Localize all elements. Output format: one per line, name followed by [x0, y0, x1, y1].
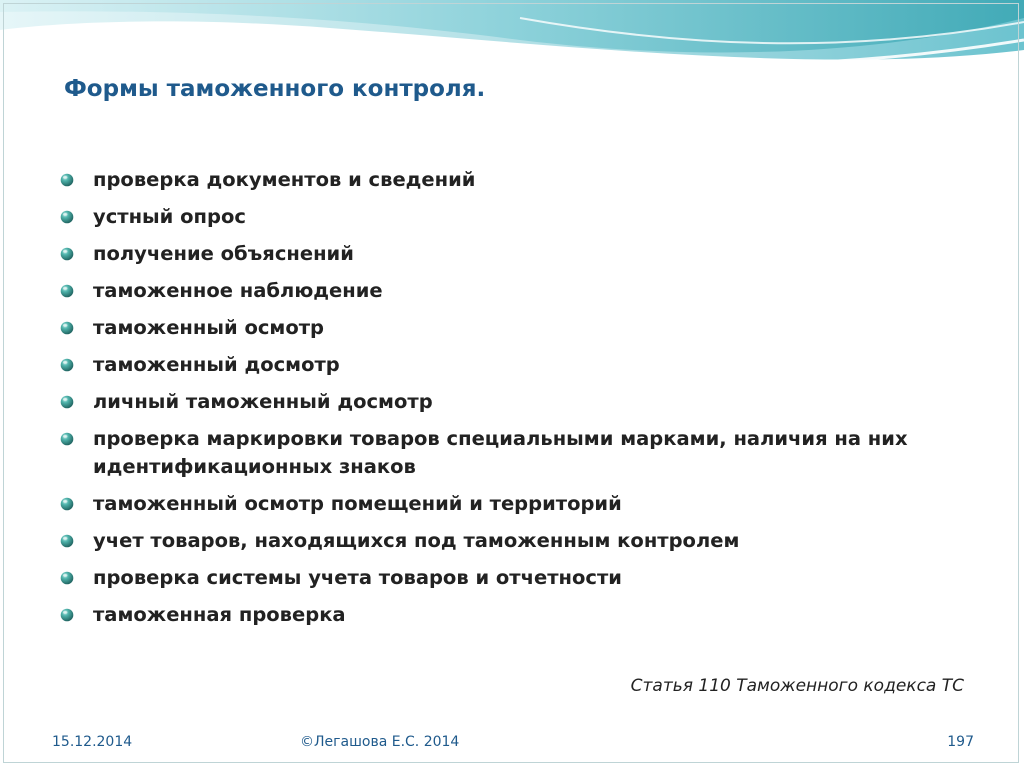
list-item: [60, 203, 960, 231]
list-item-text: таможенный осмотр: [93, 316, 325, 339]
list-item: [60, 314, 960, 342]
sphere-bullet-icon: [60, 210, 74, 224]
list-item-text: личный таможенный досмотр: [93, 390, 433, 413]
list-item: [60, 601, 960, 629]
sphere-bullet-icon: [60, 608, 74, 622]
list-item-text: таможенный осмотр помещений и территорий: [93, 492, 622, 515]
list-item-text: проверка системы учета товаров и отчетности: [93, 566, 622, 589]
list-item-text: получение объяснений: [93, 242, 354, 265]
list-item: [60, 564, 960, 592]
list-item: [60, 490, 960, 518]
list-item: [60, 166, 960, 194]
slide-title: Формы таможенного контроля.: [64, 76, 486, 102]
list-item: [60, 527, 960, 555]
sphere-bullet-icon: [60, 284, 74, 298]
footer-page-number: 197: [947, 734, 974, 750]
list-item-text: таможенный досмотр: [93, 353, 340, 376]
sphere-bullet-icon: [60, 534, 74, 548]
list-item: [60, 425, 960, 481]
footer-author: ©Легашова Е.С. 2014: [300, 734, 460, 750]
list-item-text: таможенная проверка: [93, 603, 346, 626]
sphere-bullet-icon: [60, 173, 74, 187]
wave-front: [0, 0, 1024, 52]
list-item: [60, 277, 960, 305]
list-item: [60, 240, 960, 268]
sphere-bullet-icon: [60, 571, 74, 585]
list-item-text: таможенное наблюдение: [93, 279, 383, 302]
list-item-text: проверка документов и сведений: [93, 168, 476, 191]
sphere-bullet-icon: [60, 395, 74, 409]
list-item: [60, 351, 960, 379]
source-citation: Статья 110 Таможенного кодекса ТС: [630, 676, 964, 696]
footer-date: 15.12.2014: [52, 734, 133, 750]
list-item: [60, 388, 960, 416]
sphere-bullet-icon: [60, 321, 74, 335]
bullet-list: [60, 166, 960, 638]
sphere-bullet-icon: [60, 432, 74, 446]
sphere-bullet-icon: [60, 497, 74, 511]
sphere-bullet-icon: [60, 358, 74, 372]
list-item-text: проверка маркировки товаров специальными марками, наличия на них идентификационных знаков: [93, 427, 908, 478]
sphere-bullet-icon: [60, 247, 74, 261]
list-item-text: учет товаров, находящихся под таможенным контролем: [93, 529, 740, 552]
list-item-text: устный опрос: [93, 205, 246, 228]
